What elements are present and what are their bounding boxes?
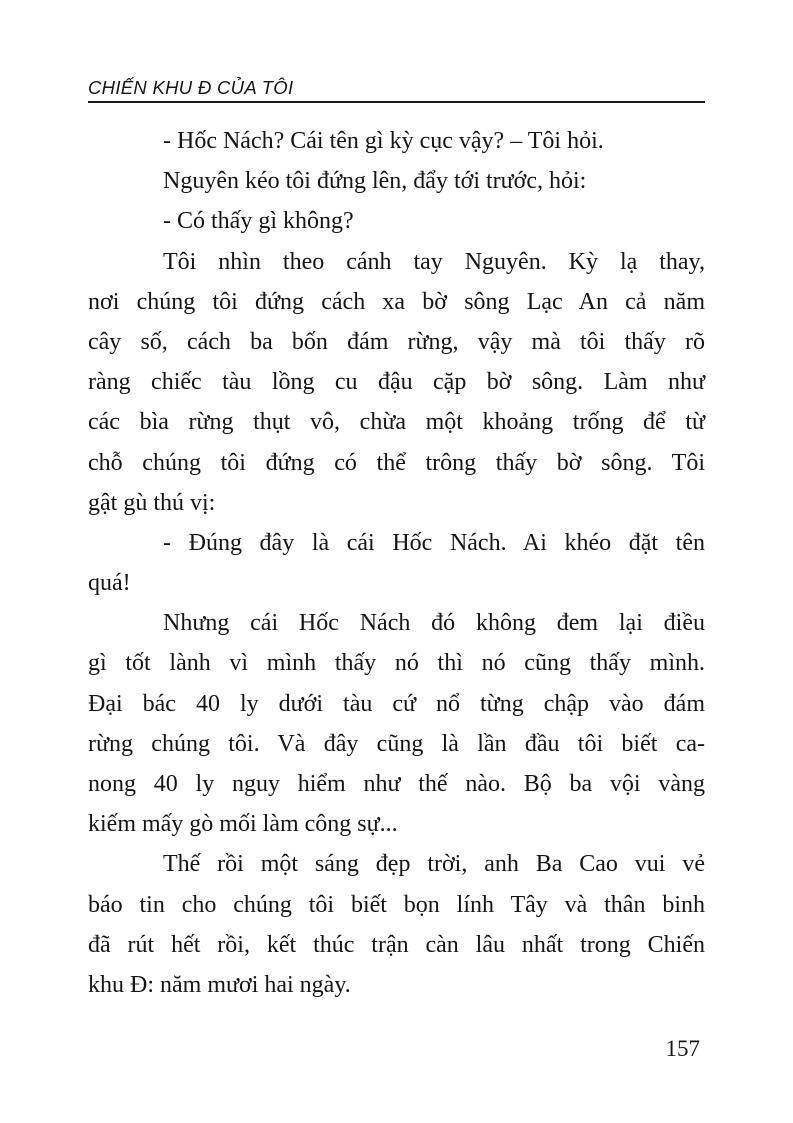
text-line: khu Đ: năm mươi hai ngày.: [88, 971, 351, 998]
text-line: cây số, cách ba bốn đám rừng, vậy mà tôi thấy rõ: [88, 328, 705, 355]
page-number: 157: [665, 1036, 700, 1061]
text-line: nong 40 ly nguy hiểm như thế nào. Bộ ba vội vàng: [88, 771, 705, 797]
text-line: rừng chúng tôi. Và đây cũng là lần đầu tôi biết ca-: [88, 730, 705, 757]
text-line: chỗ chúng tôi đứng có thể trông thấy bờ sông. Tôi: [88, 449, 705, 476]
text-line: báo tin cho chúng tôi biết bọn lính Tây và thân binh: [88, 891, 705, 918]
text-line: Nhưng cái Hốc Nách đó không đem lại điều: [163, 610, 705, 637]
text-line: - Đúng đây là cái Hốc Nách. Ai khéo đặt tên: [163, 529, 705, 556]
text-line: - Có thấy gì không?: [163, 208, 354, 235]
body-text: [88, 121, 705, 1005]
text-line: Nguyên kéo tôi đứng lên, đẩy tới trước, hỏi:: [163, 168, 587, 195]
text-line: các bìa rừng thụt vô, chừa một khoảng trống để từ: [88, 409, 705, 436]
header-title: CHIẾN KHU Đ CỦA TÔI: [88, 77, 294, 98]
text-line: nơi chúng tôi đứng cách xa bờ sông Lạc An cả năm: [88, 288, 705, 315]
text-line: kiếm mấy gò mối làm công sự...: [88, 811, 398, 838]
text-line: Tôi nhìn theo cánh tay Nguyên. Kỳ lạ thay,: [163, 248, 705, 275]
text-line: quá!: [88, 570, 131, 597]
text-line: Thế rồi một sáng đẹp trời, anh Ba Cao vui vẻ: [163, 851, 705, 878]
text-line: gật gù thú vị:: [88, 489, 216, 516]
text-line: đã rút hết rồi, kết thúc trận càn lâu nhất trong Chiến: [88, 931, 705, 958]
text-line: - Hốc Nách? Cái tên gì kỳ cục vậy? – Tôi hỏi.: [163, 128, 604, 154]
running-header: [88, 75, 705, 103]
text-line: Đại bác 40 ly dưới tàu cứ nổ từng chập vào đám: [88, 690, 705, 717]
text-line: ràng chiếc tàu lồng cu đậu cặp bờ sông. Làm như: [88, 369, 705, 396]
text-line: gì tốt lành vì mình thấy nó thì nó cũng thấy mình.: [88, 650, 705, 677]
